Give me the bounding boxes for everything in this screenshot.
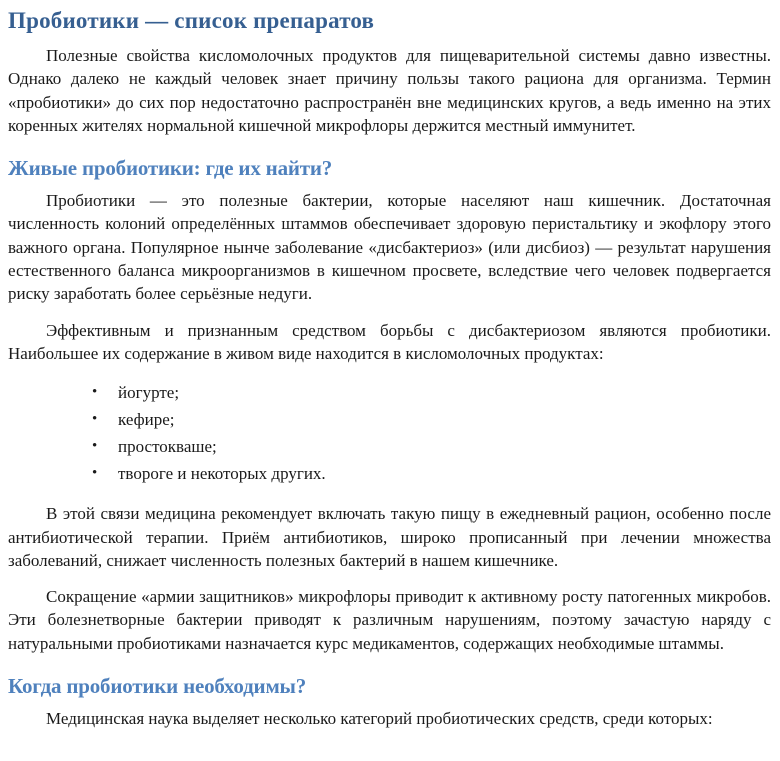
bullet-icon: • bbox=[92, 384, 98, 401]
paragraph-dysbacteriosis-remedy: Эффективным и признанным средством борьбы с дисбактериозом являются пробиотики. Наибольшее их содержание в живом виде находится в кисломолочных продуктах: bbox=[8, 320, 771, 363]
dairy-products-list bbox=[8, 381, 771, 485]
paragraph-probiotics-definition: Пробиотики — это полезные бактерии, которые населяют наш кишечник. Достаточная численность колоний определённых штаммов обеспечивает здоровую перистальтику и экофлору этого важного органа. Популярное нынче заболевание «дисбактериоз» (или дисбиоз) — результат нарушения естественного баланса микроорганизмов в кишечном просвете, вследствие чего человек подвергается риску заработать более серьёзные недуги. bbox=[8, 191, 771, 304]
list-item-label: йогурте; bbox=[118, 383, 180, 403]
intro-paragraph: Полезные свойства кисломолочных продуктов для пищеварительной системы давно известны. Однако далеко не каждый человек знает причину пользы такого рациона для организма. Термин «пробиотики» до сих пор недостаточно распространён вне медицинских кругов, а ведь именно на этих коренных жителях нормальной кишечной микрофлоры держится местный иммунитет. bbox=[8, 46, 771, 135]
page-title: Пробиотики — список препаратов bbox=[8, 8, 375, 33]
list-item-kefir bbox=[8, 408, 771, 431]
bullet-icon: • bbox=[92, 411, 98, 428]
paragraph-medicine-categories: Медицинская наука выделяет несколько категорий пробиотических средств, среди которых: bbox=[46, 709, 713, 729]
list-item-label: простокваше; bbox=[118, 437, 217, 457]
bullet-icon: • bbox=[92, 465, 98, 482]
section-heading-live-probiotics: Живые пробиотики: где их найти? bbox=[8, 156, 333, 181]
list-item-label: твороге и некоторых других. bbox=[118, 464, 326, 484]
paragraph-diet-recommendation: В этой связи медицина рекомендует включать такую пищу в ежедневный рацион, особенно после антибиотической терапии. Приём антибиотиков, широко прописанный при лечении множества заболеваний, снижает численность полезных бактерий в нашем кишечнике. bbox=[8, 504, 771, 570]
section-heading-when-needed: Когда пробиотики необходимы? bbox=[8, 674, 307, 699]
list-item-tvorog bbox=[8, 462, 771, 485]
list-item-label: кефире; bbox=[118, 410, 175, 430]
bullet-icon: • bbox=[92, 438, 98, 455]
list-item-yogurt bbox=[8, 381, 771, 404]
list-item-prostokvasha bbox=[8, 435, 771, 458]
paragraph-pathogen-growth: Сокращение «армии защитников» микрофлоры приводит к активному росту патогенных микробов. Эти болезнетворные бактерии приводят к различным нарушениям, поэтому зачастую наряду с натуральными пробиотиками назначается курс медикаментов, содержащих необходимые штаммы. bbox=[8, 587, 771, 653]
